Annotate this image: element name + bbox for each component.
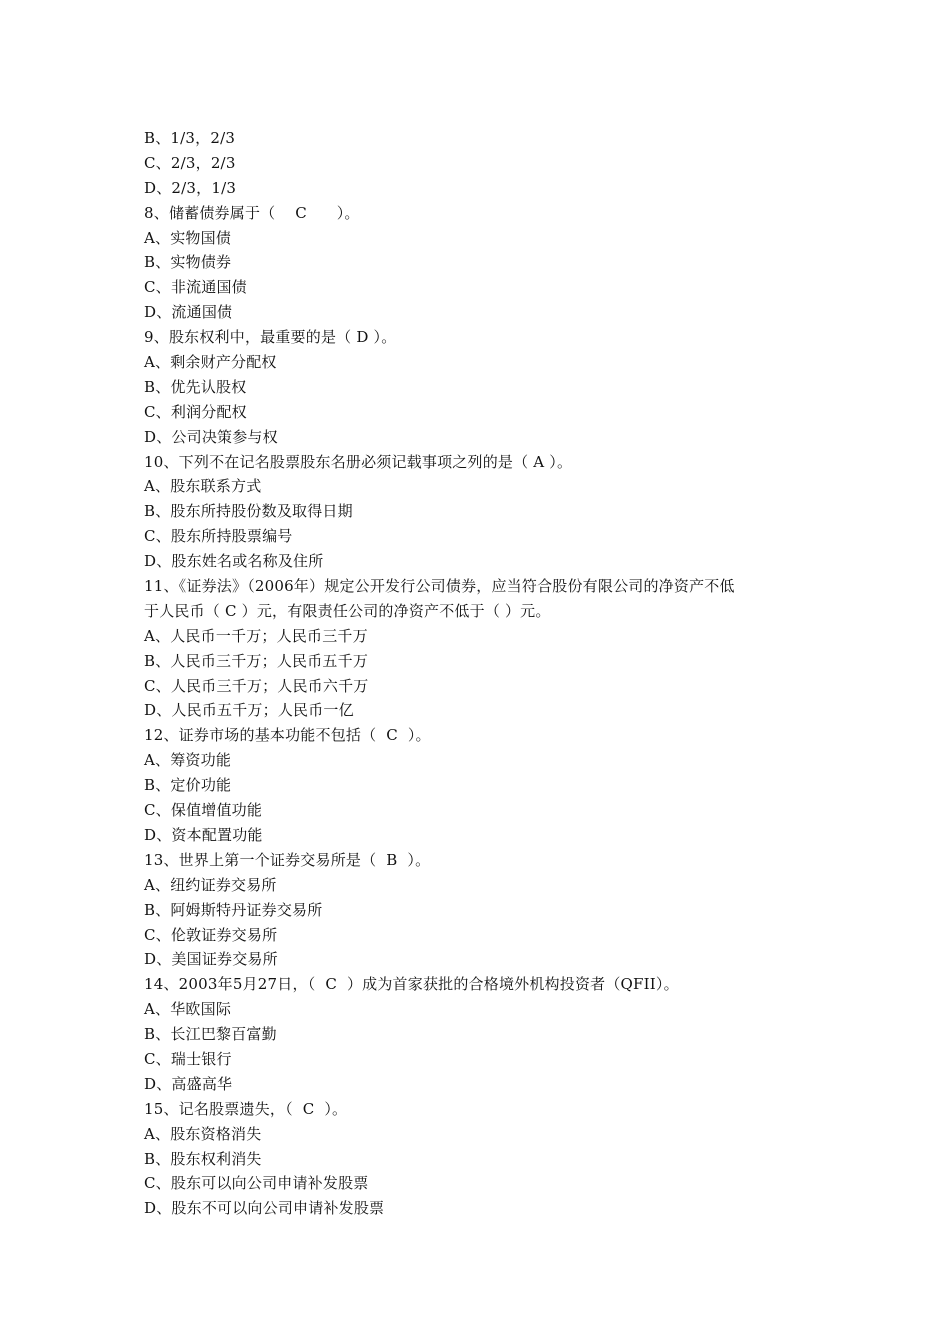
option-line: B、1/3，2/3 <box>144 129 236 147</box>
option-line: A、实物国债 <box>144 228 232 247</box>
option-line: B、股东权利消失 <box>144 1149 262 1168</box>
question-11: 11、《证券法》（2006年）规定公开发行公司债券，应当符合股份有限公司的净资产不低 <box>144 577 735 596</box>
option-line: A、华欧国际 <box>144 1000 232 1019</box>
question-15: 15、记名股票遗失，（ C ）。 <box>144 1099 348 1118</box>
option-line: A、人民币一千万；人民币三千万 <box>144 626 368 645</box>
option-line: D、资本配置功能 <box>144 825 263 844</box>
option-line: A、股东联系方式 <box>144 477 262 496</box>
option-line: B、优先认股权 <box>144 377 247 396</box>
question-14: 14、2003年5月27日，（ C ）成为首家获批的合格境外机构投资者（QFII）。 <box>144 975 679 994</box>
option-line: C、非流通国债 <box>144 278 247 297</box>
question-11-continued: 于人民币（ C ）元，有限责任公司的净资产不低于（ ）元。 <box>144 601 551 620</box>
option-line: B、股东所持股份数及取得日期 <box>144 502 353 521</box>
option-line: D、流通国债 <box>144 303 233 322</box>
option-line: C、伦敦证券交易所 <box>144 925 278 944</box>
option-line: C、保值增值功能 <box>144 801 263 820</box>
option-line: B、实物债券 <box>144 253 232 272</box>
question-10: 10、下列不在记名股票股东名册必须记载事项之列的是（ A ）。 <box>144 452 573 471</box>
option-line: B、长江巴黎百富勤 <box>144 1025 277 1044</box>
option-line: B、阿姆斯特丹证券交易所 <box>144 900 323 919</box>
option-line: A、纽约证券交易所 <box>144 875 277 894</box>
option-line: D、2/3，1/3 <box>144 178 237 197</box>
option-line: B、人民币三千万；人民币五千万 <box>144 651 369 670</box>
option-line: C、股东所持股票编号 <box>144 527 293 546</box>
option-line: A、股东资格消失 <box>144 1124 262 1143</box>
option-line: C、利润分配权 <box>144 402 247 421</box>
question-13: 13、世界上第一个证券交易所是（ B ）。 <box>144 850 431 869</box>
question-12: 12、证券市场的基本功能不包括（ C ）。 <box>144 726 431 745</box>
option-line: D、高盛高华 <box>144 1074 233 1093</box>
option-line: D、股东不可以向公司申请补发股票 <box>144 1199 385 1218</box>
option-line: D、股东姓名或名称及住所 <box>144 552 324 571</box>
option-line: C、股东可以向公司申请补发股票 <box>144 1174 369 1193</box>
option-line: B、定价功能 <box>144 776 232 795</box>
option-line: D、美国证券交易所 <box>144 950 278 969</box>
option-line: A、筹资功能 <box>144 751 232 770</box>
option-line: C、瑞士银行 <box>144 1049 232 1068</box>
option-line: C、2/3，2/3 <box>144 153 236 172</box>
option-line: C、人民币三千万；人民币六千万 <box>144 676 369 695</box>
question-9: 9、股东权利中，最重要的是（ D ）。 <box>144 328 397 347</box>
option-line: D、公司决策参与权 <box>144 427 278 446</box>
option-line: A、剩余财产分配权 <box>144 353 277 372</box>
question-8: 8、储蓄债券属于（ C ）。 <box>144 203 360 222</box>
document-page <box>144 126 824 1221</box>
option-line: D、人民币五千万；人民币一亿 <box>144 701 354 720</box>
